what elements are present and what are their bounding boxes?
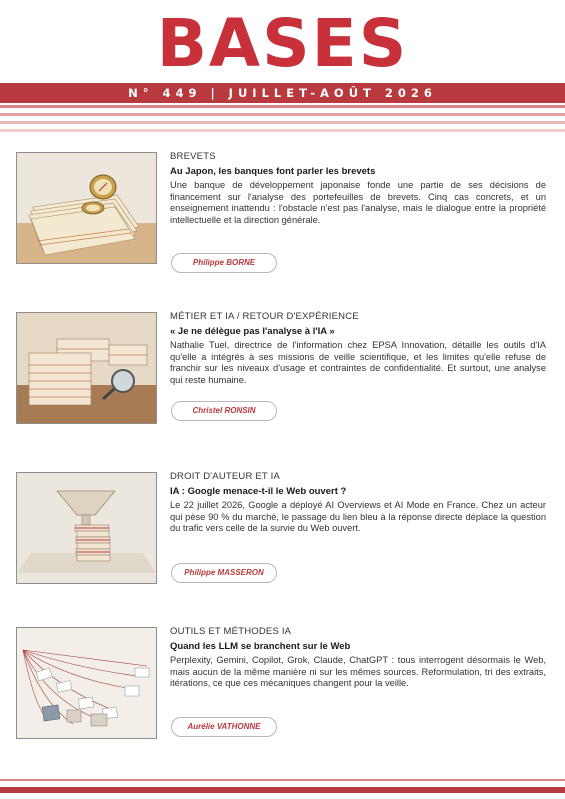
article-card-droit-auteur[interactable]	[16, 472, 546, 584]
article-headline[interactable]: « Je ne délègue pas l'analyse à l'IA »	[170, 326, 335, 337]
article-rubric: BREVETS	[170, 151, 216, 162]
threads-to-cards-image	[16, 627, 157, 739]
author-button[interactable]: Aurélie VATHONNE	[171, 717, 277, 737]
author-button[interactable]: Christel RONSIN	[171, 401, 277, 421]
issue-band: N° 449 | JUILLET-AOÛT 2026	[0, 83, 565, 103]
article-summary: Le 22 juillet 2026, Google a déployé AI Overviews et AI Mode en France. Chez un acteur qui pèse 90 % du marché, le passage du lien bleu à la réponse directe déplace la question du trafic vers celle de la survie du Web ouvert.	[170, 500, 546, 534]
compass-on-documents-image	[16, 152, 157, 264]
article-summary: Nathalie Tuel, directrice de l'information chez EPSA Innovation, détaille les outils d'IA qu'elle a intégrés à ses missions de veille scientifique, et les limites qu'elle refuse de franchir sur les niveaux d'usage et contraintes de confidentialité. Et surtout, une analyse qui reste humaine.	[170, 340, 546, 385]
decorative-stripes-top	[0, 105, 565, 137]
article-card-brevets[interactable]	[16, 151, 546, 267]
article-card-metier-ia[interactable]	[16, 312, 546, 424]
article-summary: Une banque de développement japonaise fonde une partie de ses décisions de financement sur l'analyse des portefeuilles de brevets. Cinq cas concrets, et un enseignement inattendu : l'obstacle n'est pas l'analyse, mais le dialogue entre la propriété intellectuelle et la direction générale.	[170, 180, 546, 225]
article-rubric: DROIT D'AUTEUR ET IA	[170, 471, 280, 482]
article-rubric: MÉTIER ET IA / RETOUR D'EXPÉRIENCE	[170, 311, 359, 322]
author-button[interactable]: Philippe MASSERON	[171, 563, 277, 583]
article-headline[interactable]: Au Japon, les banques font parler les brevets	[170, 166, 376, 177]
article-card-outils-methodes[interactable]	[16, 627, 546, 739]
article-headline[interactable]: Quand les LLM se branchent sur le Web	[170, 641, 351, 652]
article-summary: Perplexity, Gemini, Copilot, Grok, Claude, ChatGPT : tous interrogent désormais le Web, mais aucun de la même manière ni sur les mêmes sources. Reformulation, tri des extraits, itérations, ce que ces mécaniques changent pour la veille.	[170, 655, 546, 689]
masthead-title: BASES	[156, 5, 409, 82]
decorative-stripes-bottom	[0, 779, 565, 793]
funnel-over-books-image	[16, 472, 157, 584]
article-rubric: OUTILS ET MÉTHODES IA	[170, 626, 292, 637]
magnifier-on-paper-stacks-image	[16, 312, 157, 424]
author-button[interactable]: Philippe BORNE	[171, 253, 277, 273]
article-headline[interactable]: IA : Google menace-t-il le Web ouvert ?	[170, 486, 347, 497]
